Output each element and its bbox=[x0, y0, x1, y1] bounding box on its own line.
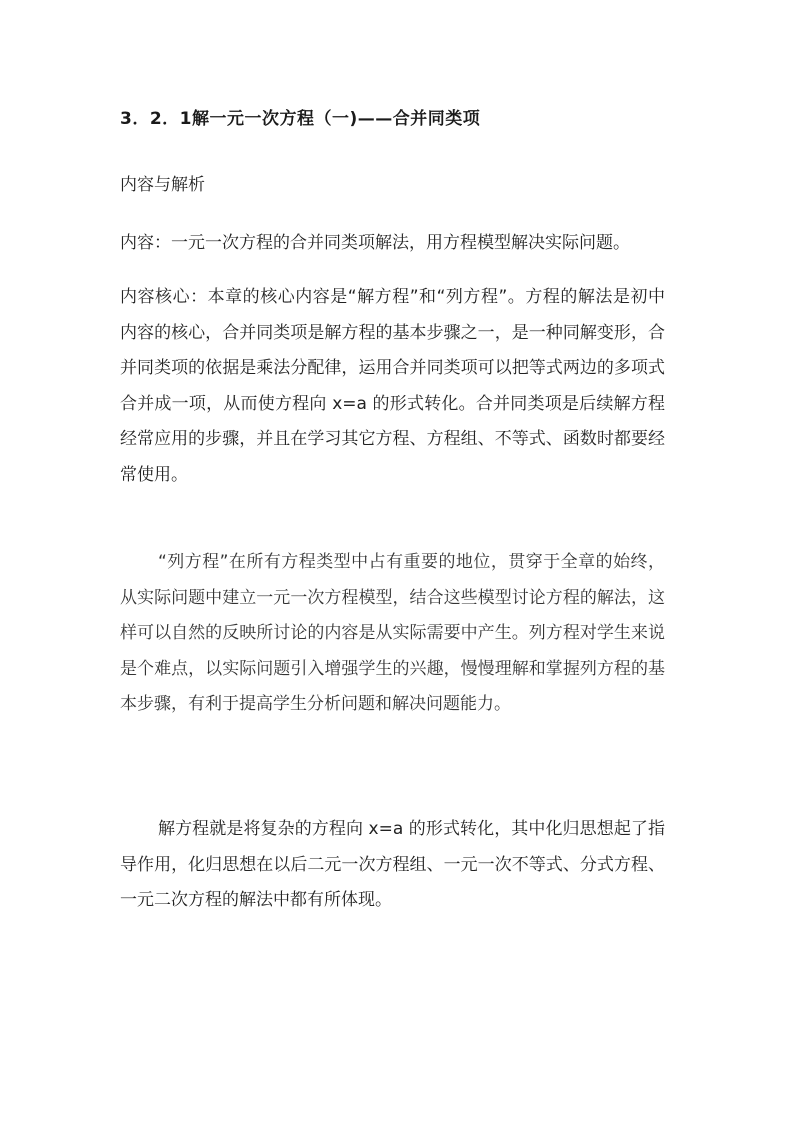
content-summary: 内容：一元一次方程的合并同类项解法，用方程模型解决实际问题。 bbox=[120, 233, 630, 253]
paragraph-solving-equations: 解方程就是将复杂的方程向 x=a 的形式转化，其中化归思想起了指导作用，化归思想在以后二元一次方程组、一元一次不等式、分式方程、一元二次方程的解法中都有所体现。 bbox=[120, 819, 665, 910]
paragraph-core-content: 内容核心：本章的核心内容是“解方程”和“列方程”。方程的解法是初中内容的核心，合并同类项是解方程的基本步骤之一，是一种同解变形，合并同类项的依据是乘法分配律，运用合并同类项可以把等式两边的多项式合并成一项，从而使方程向 x=a 的形式转化。合并同类项是后续解方程经常应用的步骤，并且在学习其它方程、方程组、不等式、函数时都要经常使用。 bbox=[120, 287, 665, 485]
document-title: 3．2．1解一元一次方程（一)——合并同类项 bbox=[120, 109, 481, 129]
section-heading: 内容与解析 bbox=[120, 175, 205, 195]
paragraph-list-equations: “列方程”在所有方程类型中占有重要的地位，贯穿于全章的始终，从实际问题中建立一元一次方程模型，结合这些模型讨论方程的解法，这样可以自然的反映所讨论的内容是从实际需要中产生。列方程对学生来说是个难点，以实际问题引入增强学生的兴趣，慢慢理解和掌握列方程的基本步骤，有利于提高学生分析问题和解决问题能力。 bbox=[120, 552, 665, 714]
